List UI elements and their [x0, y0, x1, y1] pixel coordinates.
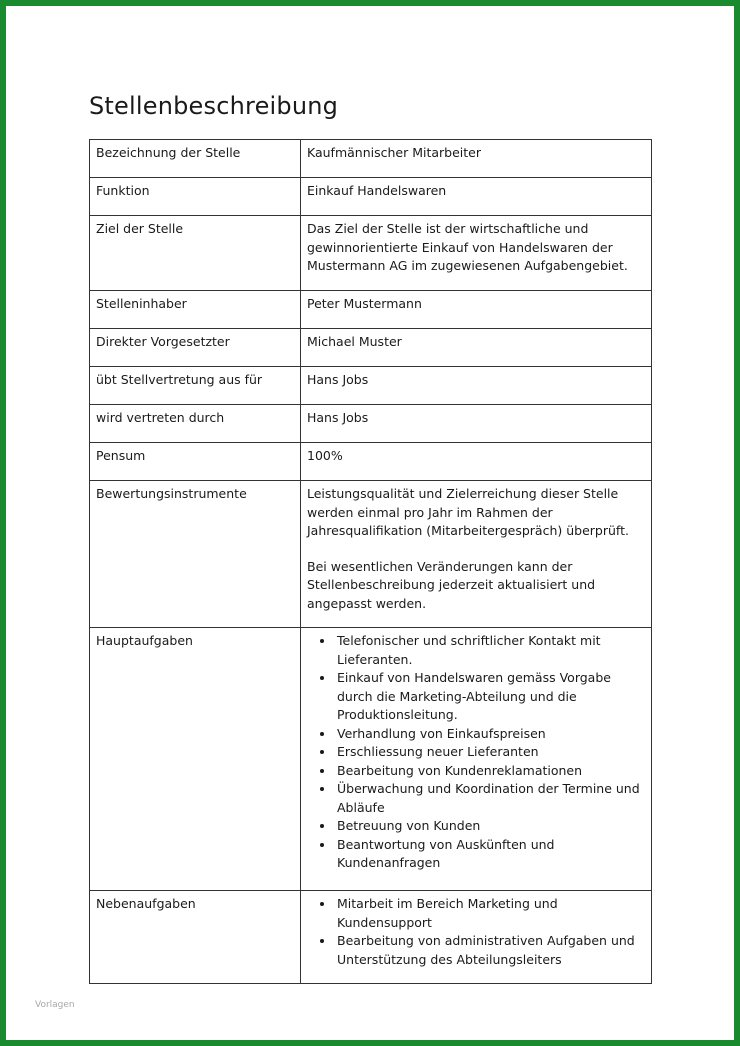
table-row	[90, 891, 652, 984]
row-label: Ziel der Stelle	[90, 216, 301, 291]
list-item: • Betreuung von Kunden	[335, 817, 645, 836]
table-row	[90, 140, 652, 178]
row-label: Funktion	[90, 178, 301, 216]
list-item: • Einkauf von Handelswaren gemäss Vorgabe durch die Marketing-Abteilung und die Produktionsleitung.	[335, 669, 645, 725]
table-row	[90, 329, 652, 367]
side-tasks-list	[307, 895, 645, 969]
evaluation-paragraph: Bei wesentlichen Veränderungen kann der Stellenbeschreibung jederzeit aktualisiert und angepasst werden.	[307, 558, 596, 611]
row-value: Hans Jobs	[301, 405, 652, 443]
row-value: Kaufmännischer Mitarbeiter	[301, 140, 652, 178]
list-item: • Mitarbeit im Bereich Marketing und Kundensupport	[335, 895, 645, 932]
table-row	[90, 481, 652, 628]
document-title: Stellenbeschreibung	[89, 92, 339, 120]
table-row	[90, 367, 652, 405]
list-item: • Erschliessung neuer Lieferanten	[335, 743, 645, 762]
table-row	[90, 178, 652, 216]
row-value: Das Ziel der Stelle ist der wirtschaftliche und gewinnorientierte Einkauf von Handelswaren der Mustermann AG im zugewiesenen Aufgabengebiet.	[301, 216, 652, 291]
row-value: Einkauf Handelswaren	[301, 178, 652, 216]
table-row	[90, 291, 652, 329]
list-item: • Bearbeitung von Kundenreklamationen	[335, 762, 645, 781]
row-label: Pensum	[90, 443, 301, 481]
row-value: Michael Muster	[301, 329, 652, 367]
table-row	[90, 405, 652, 443]
row-value: 100%	[301, 443, 652, 481]
row-label: Hauptaufgaben	[90, 628, 301, 891]
row-value: Peter Mustermann	[301, 291, 652, 329]
row-label: Direkter Vorgesetzter	[90, 329, 301, 367]
main-tasks-list	[307, 632, 645, 873]
row-label: Stelleninhaber	[90, 291, 301, 329]
row-value	[301, 628, 652, 891]
list-item: • Bearbeitung von administrativen Aufgaben und Unterstützung des Abteilungsleiters	[335, 932, 645, 969]
row-label: Nebenaufgaben	[90, 891, 301, 984]
row-value	[301, 891, 652, 984]
list-item: • Überwachung und Koordination der Termine und Abläufe	[335, 780, 645, 817]
list-item: • Telefonischer und schriftlicher Kontakt mit Lieferanten.	[335, 632, 645, 669]
evaluation-paragraph: Leistungsqualität und Zielerreichung dieser Stelle werden einmal pro Jahr im Rahmen der Jahresqualifikation (Mitarbeitergespräch) überprüft.	[307, 486, 629, 538]
document-page	[6, 6, 734, 1040]
table-row	[90, 628, 652, 891]
row-label: Bezeichnung der Stelle	[90, 140, 301, 178]
list-item: • Verhandlung von Einkaufspreisen	[335, 725, 645, 744]
job-description-table	[89, 139, 652, 984]
watermark-label: Vorlagen	[35, 1000, 75, 1010]
list-item: • Beantwortung von Auskünften und Kundenanfragen	[335, 836, 645, 873]
table-row	[90, 216, 652, 291]
row-value: Hans Jobs	[301, 367, 652, 405]
row-label: Bewertungsinstrumente	[90, 481, 301, 628]
row-value	[301, 481, 652, 628]
table-row	[90, 443, 652, 481]
row-label: wird vertreten durch	[90, 405, 301, 443]
row-label: übt Stellvertretung aus für	[90, 367, 301, 405]
